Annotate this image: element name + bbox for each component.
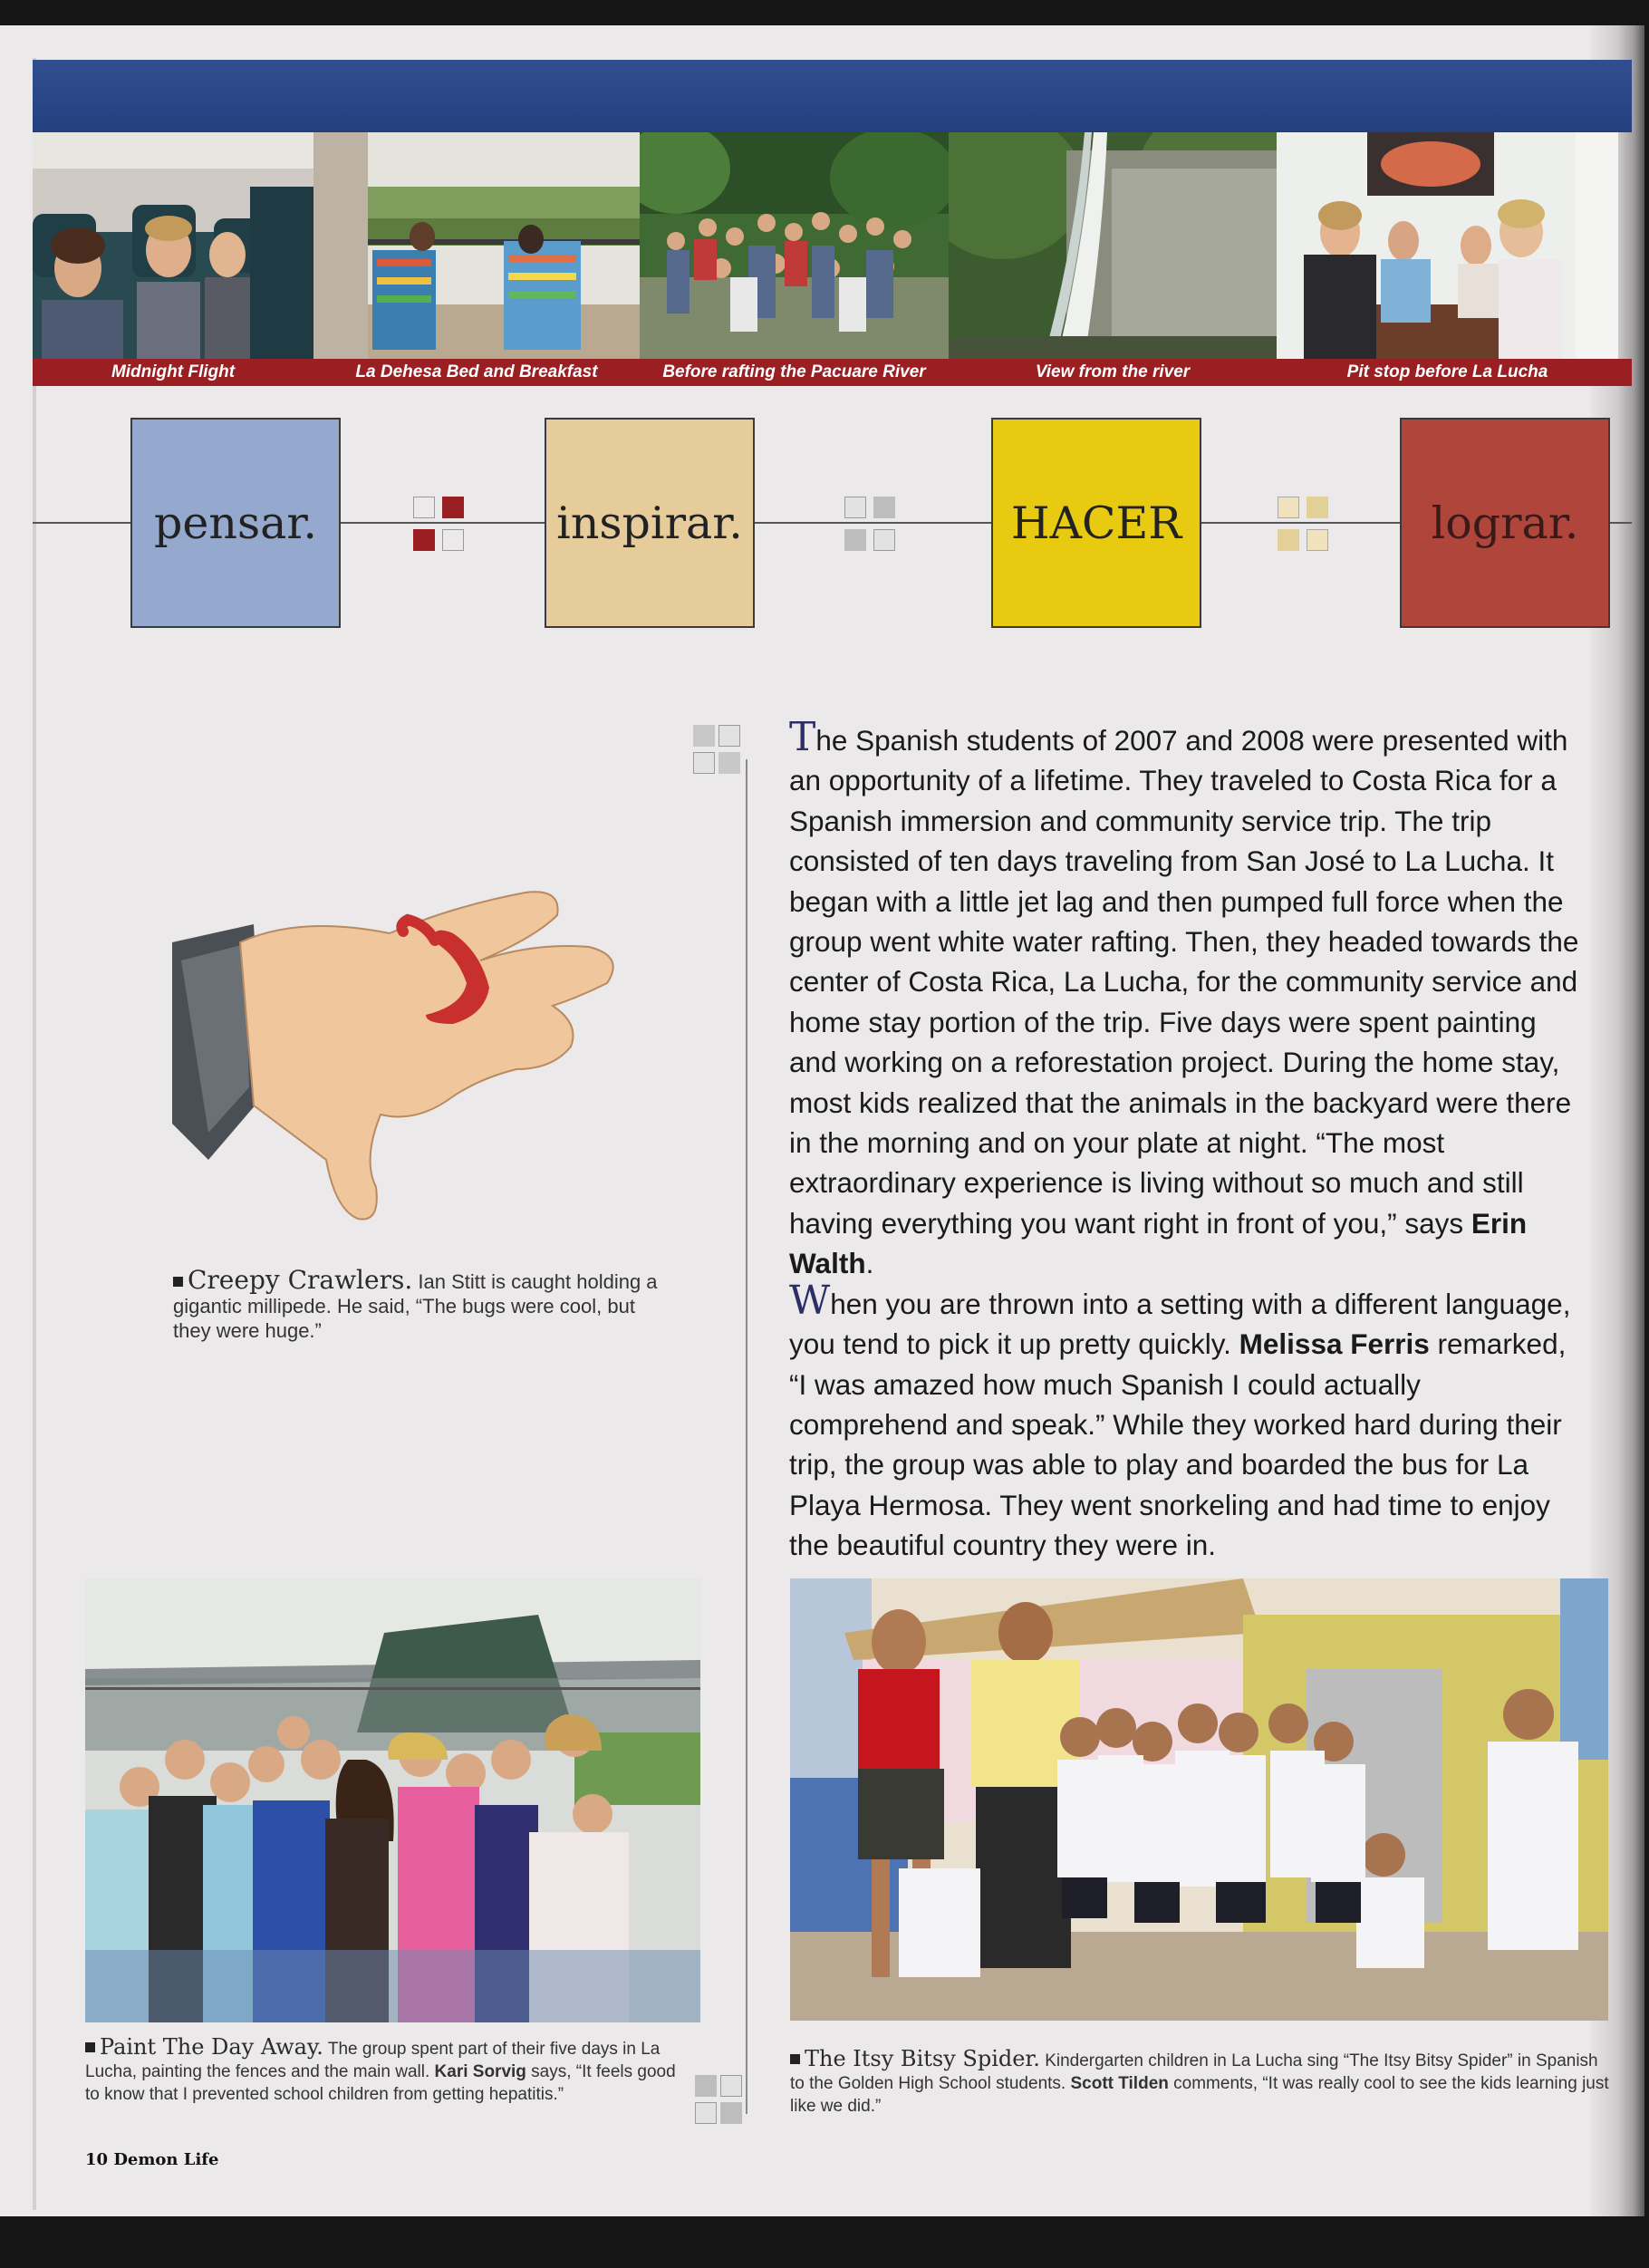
caption-text: Kindergarten children in La Lucha sing “The Itsy Bitsy Spider” in Spanish to the Golden High School students. — [790, 2051, 1598, 2093]
decorative-squares — [844, 497, 895, 551]
decorative-squares — [693, 725, 744, 779]
caption-lead: Creepy Crawlers. — [188, 1265, 413, 1295]
paint-the-day-away-caption — [85, 2036, 692, 2106]
page-folio: 10 Demon Life — [85, 2150, 219, 2169]
itsy-bitsy-spider-caption — [790, 2048, 1610, 2118]
quoted-student-name: Melissa Ferris — [1239, 1327, 1430, 1361]
caption-text: The group spent part of their five days in La Lucha, painting the fences and the main wall. — [85, 2040, 661, 2081]
drop-cap: T — [789, 714, 816, 760]
motto-pensar: pensar. — [130, 418, 341, 628]
article-text: remarked, “I was amazed how much Spanish I could actually comprehend and speak.” While they worked hard during their trip, the group was able to play and boarded the bus for La Playa Hermosa. They went snorkeling and had time to enjoy the beautiful country they were in. — [789, 1327, 1567, 1562]
caption-text: Ian Stitt is caught holding a gigantic millipede. He said, “The bugs were cool, but they were huge.” — [173, 1270, 658, 1342]
group-rafting-photo — [640, 132, 949, 359]
photo-caption: Midnight Flight — [111, 362, 236, 381]
quoted-student-name: Erin Walth — [789, 1206, 1528, 1280]
article-text: hen you are thrown into a setting with a different language, you tend to pick it up pretty quickly. — [789, 1287, 1571, 1361]
article-body — [789, 714, 1586, 1566]
motto-lograr: lograr. — [1400, 418, 1610, 628]
painting-group-photo — [85, 1578, 700, 2022]
airplane-passengers-photo — [33, 132, 313, 359]
waterfall-photo — [949, 132, 1277, 359]
bullet-square-icon — [173, 1277, 183, 1287]
column-divider — [746, 759, 747, 2114]
photo-caption: La Dehesa Bed and Breakfast — [355, 362, 598, 381]
kindergarten-children-photo — [790, 1578, 1608, 2021]
decorative-squares — [413, 497, 464, 551]
motto-hacer: HACER — [991, 418, 1201, 628]
photo-caption: View from the river — [1035, 362, 1191, 381]
porch-chairs-photo — [313, 132, 640, 359]
creepy-crawlers-caption — [173, 1265, 662, 1343]
article-paragraph — [789, 714, 1586, 1284]
article-text: . — [865, 1247, 874, 1280]
decorative-squares — [1278, 497, 1328, 551]
motto-inspirar: inspirar. — [545, 418, 755, 628]
caption-text: comments, “It was really cool to see the kids learning just like we did.” — [790, 2074, 1609, 2116]
header-color-band — [33, 60, 1632, 132]
photo-caption: Before rafting the Pacuare River — [662, 362, 926, 381]
quoted-student-name: Kari Sorvig — [434, 2062, 526, 2081]
friends-at-table-photo — [1277, 132, 1618, 359]
bullet-square-icon — [790, 2054, 800, 2064]
drop-cap: W — [789, 1277, 831, 1324]
millipede-in-hand-photo — [154, 888, 661, 1232]
photo-caption: Pit stop before La Lucha — [1346, 362, 1548, 381]
quoted-student-name: Scott Tilden — [1070, 2074, 1169, 2093]
caption-lead: The Itsy Bitsy Spider. — [805, 2046, 1040, 2071]
decorative-squares — [695, 2075, 746, 2129]
caption-lead: Paint The Day Away. — [100, 2034, 323, 2060]
bullet-square-icon — [85, 2042, 95, 2052]
article-text: he Spanish students of 2007 and 2008 were presented with an opportunity of a lifetime. They traveled to Costa Rica for a Spanish immersion and community service trip. The trip consisted of ten days traveling from San José to La Lucha. It began with a little jet lag and then pumped full force when the group went white water rafting. Then, they headed towards the center of Costa Rica, La Lucha, for the community service and home stay portion of the trip. Five days were spent painting and working on a reforestation project. During the home stay, most kids realized that the animals in the backyard were there in the morning and on your plate at night. “The most extraordinary experience is living without so much and still having everything you want right in front of you,” says — [789, 724, 1579, 1240]
caption-text: says, “It feels good to know that I prevented school children from getting hepatitis.” — [85, 2062, 676, 2104]
article-paragraph — [789, 1277, 1586, 1566]
